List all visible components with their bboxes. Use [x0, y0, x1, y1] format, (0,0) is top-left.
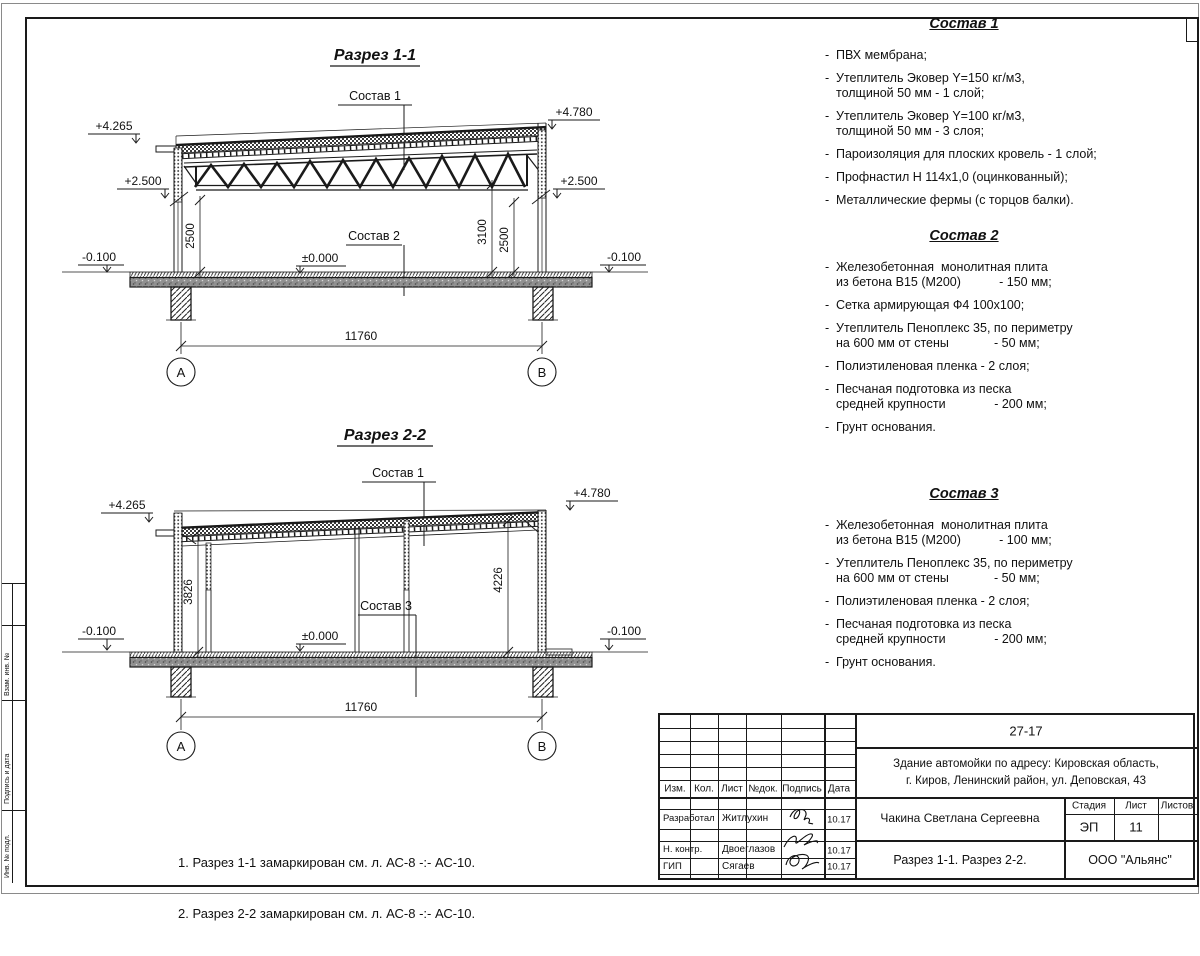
section2-callout-roof: Состав 1: [372, 466, 424, 480]
elev-label: -0.100: [81, 624, 117, 638]
row-name: Сягаев: [722, 861, 755, 872]
list-item: - Утеплитель Эковер Y=150 кг/м3, толщиной 50 мм - 1 слой;: [825, 71, 1025, 100]
floor-s2: [62, 649, 648, 697]
list-item: - Железобетонная монолитная плита из бетона В15 (М200) - 100 мм;: [825, 518, 1052, 547]
dim-label: 4226: [493, 567, 505, 593]
composition-heading: Состав 3: [929, 486, 999, 502]
row-role: ГИП: [663, 861, 682, 872]
row-role: Н. контр.: [663, 844, 703, 855]
list-item: - Песчаная подготовка из песка средней крупности - 200 мм;: [825, 617, 1047, 646]
wall-left-s2: [174, 513, 182, 652]
company-name: ООО "Альянс": [1088, 853, 1172, 867]
row-date: 10.17: [827, 845, 851, 857]
list-item: - Профнастил Н 114х1,0 (оцинкованный);: [825, 170, 1068, 184]
dim-label: 3826: [183, 579, 195, 605]
composition-list-3: [818, 486, 1110, 678]
supervisor-name: Чакина Светлана Сергеевна: [880, 811, 1040, 825]
elev-label: +4.780: [555, 105, 593, 119]
object-address-line1: Здание автомойки по адресу: Кировская область,: [893, 758, 1159, 770]
list-item: - Грунт основания.: [825, 655, 936, 669]
composition-heading: Состав 1: [929, 16, 999, 32]
composition-list-2: [818, 228, 1110, 443]
drawing-title: Разрез 1-1. Разрез 2-2.: [893, 853, 1027, 867]
list-item: - Сетка армирующая Ф4 100х100;: [825, 298, 1025, 312]
row-name: Двоеглазов: [722, 844, 776, 855]
list-item: - Утеплитель Эковер Y=100 кг/м3, толщиной 50 мм - 3 слоя;: [825, 109, 1025, 138]
list-item: - Песчаная подготовка из песка средней крупности - 200 мм;: [825, 382, 1047, 411]
elev-label: +2.500: [560, 174, 598, 188]
elev-label: -0.100: [81, 250, 117, 264]
list-item: - Железобетонная монолитная плита из бетона В15 (М200) - 150 мм;: [825, 260, 1052, 289]
row-role: Разработал: [663, 813, 715, 824]
axis-circle-a: А: [176, 739, 186, 754]
list-item: - ПВХ мембрана;: [825, 48, 927, 62]
dims-s2: [183, 516, 513, 660]
section-1-1: [62, 47, 648, 386]
col-data: Дата: [827, 783, 851, 795]
list-item: - Утеплитель Пеноплекс 35, по периметру на 600 мм от стены - 50 мм;: [825, 321, 1073, 350]
margin-label-vzam: Взам. инв. №: [4, 652, 11, 696]
elev-label: ±0.000: [301, 629, 339, 643]
span-label: 11760: [344, 329, 378, 343]
elev-label: +4.780: [573, 486, 611, 500]
elev-label: -0.100: [606, 250, 642, 264]
dim-label: 2500: [499, 227, 511, 253]
section-2-2: [62, 427, 648, 760]
col-podpis: Подпись: [782, 783, 822, 795]
list-item: - Металлические фермы (с торцов балки).: [825, 193, 1074, 207]
elev-label: +4.265: [95, 119, 133, 133]
list-item: - Полиэтиленовая пленка - 2 слоя;: [825, 594, 1030, 608]
dim-label: 3100: [477, 219, 489, 245]
signature: [786, 854, 819, 869]
stage-label: Стадия: [1071, 800, 1107, 812]
signature: [784, 834, 818, 847]
row-date: 10.17: [827, 861, 851, 873]
sheet-number: 11: [1129, 819, 1143, 835]
margin-label-inv: Инв. № подл.: [4, 834, 11, 878]
axis-circle-a: А: [176, 365, 186, 380]
note-line: 2. Разрез 2-2 замаркирован см. л. АС-8 -:- АС-10.: [178, 906, 476, 921]
list-item: - Грунт основания.: [825, 420, 936, 434]
composition-list-1: [818, 16, 1110, 216]
col-kol: Кол.: [694, 783, 714, 795]
sheet-label: Лист: [1125, 800, 1147, 812]
section1-title: Разрез 1-1: [333, 47, 417, 64]
axes-s2: [167, 699, 556, 760]
axis-circle-b: В: [537, 365, 547, 380]
elev-label: +4.265: [108, 498, 146, 512]
floor-s1: [62, 272, 648, 320]
list-item: - Пароизоляция для плоских кровель - 1 слой;: [825, 147, 1097, 161]
elev-label: ±0.000: [301, 251, 339, 265]
section2-title: Разрез 2-2: [343, 427, 427, 444]
wall-right: [532, 123, 550, 272]
list-item: - Полиэтиленовая пленка - 2 слоя;: [825, 359, 1030, 373]
section1-callout-floor: Состав 2: [348, 229, 400, 243]
composition-heading: Состав 2: [929, 228, 999, 244]
col-list: Лист: [721, 783, 743, 795]
axis-circle-b: В: [537, 739, 547, 754]
signature: [790, 810, 813, 824]
span-label: 11760: [344, 700, 378, 714]
sheets-label: Листов: [1160, 800, 1194, 812]
row-date: 10.17: [827, 814, 851, 826]
section1-callout-roof: Состав 1: [349, 89, 401, 103]
title-block: [658, 713, 1195, 880]
signatures: [776, 801, 828, 879]
elev-label: +2.500: [124, 174, 162, 188]
stage-value: ЭП: [1079, 819, 1099, 835]
note-line: 1. Разрез 1-1 замаркирован см. л. АС-8 -:- АС-10.: [178, 855, 476, 870]
section2-callout-floor: Состав 3: [360, 599, 412, 613]
row-name: Житлухин: [722, 813, 769, 824]
list-item: - Утеплитель Пеноплекс 35, по периметру на 600 мм от стены - 50 мм;: [825, 556, 1073, 585]
object-address-line2: г. Киров, Ленинский район, ул. Деповская, 43: [905, 775, 1147, 787]
elev-label: -0.100: [606, 624, 642, 638]
notes: [178, 820, 475, 956]
wall-right-s2: [538, 510, 546, 652]
elevation-marks-s1: [78, 105, 646, 273]
axes-s1: [167, 322, 556, 386]
col-izm: Изм.: [664, 783, 686, 795]
doc-number: 27-17: [1009, 723, 1043, 739]
col-ndok: №док.: [748, 783, 778, 795]
margin-label-podpis: Подпись и дата: [4, 753, 11, 804]
dim-label: 2500: [185, 223, 197, 249]
